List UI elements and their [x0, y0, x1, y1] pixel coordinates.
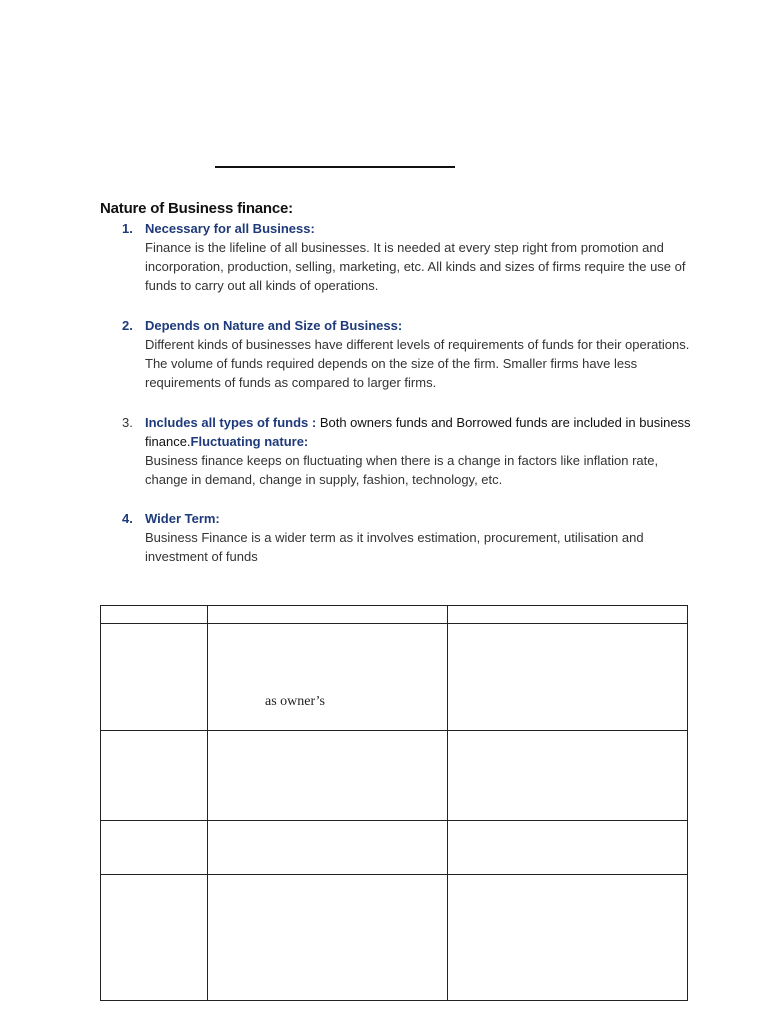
- table-row: [101, 875, 688, 1001]
- item-label: Depends on Nature and Size of Business:: [145, 318, 403, 333]
- item-label: Includes all types of funds :: [145, 415, 317, 430]
- table-row: [101, 731, 688, 821]
- table-cell: [208, 606, 448, 624]
- list-item-2: [122, 316, 692, 392]
- list-number: 3.: [122, 415, 133, 430]
- item-description: Business Finance is a wider term as it involves estimation, procurement, utilisation and investment of funds: [145, 530, 644, 564]
- item-label-secondary: Fluctuating nature:: [190, 434, 309, 449]
- table-row: [101, 606, 688, 624]
- table-row: [101, 821, 688, 875]
- table-cell: [101, 821, 208, 875]
- table-row: [101, 624, 688, 731]
- list-number: 4.: [122, 511, 133, 526]
- list-item-3: [122, 413, 692, 489]
- table-cell: [208, 875, 448, 1001]
- table-cell-text: as owner’s: [265, 694, 326, 709]
- item-label: Necessary for all Business:: [145, 221, 315, 236]
- list-number: 1.: [122, 221, 133, 236]
- item-label: Wider Term:: [145, 511, 220, 526]
- list-item-4: [122, 509, 692, 566]
- table-cell: [448, 875, 688, 1001]
- comparison-table: [100, 605, 688, 1001]
- table-cell: [208, 624, 448, 731]
- section-heading: Nature of Business finance:: [100, 200, 293, 217]
- list-item-1: [122, 219, 692, 295]
- table-cell: [101, 624, 208, 731]
- table-cell: [101, 606, 208, 624]
- table-cell: [101, 875, 208, 1001]
- table-cell: [208, 731, 448, 821]
- title-underline: [215, 166, 455, 168]
- item-inline-text: Both owners funds and Borrowed funds are included in business finance.: [145, 415, 691, 449]
- table-cell: [448, 606, 688, 624]
- item-description: Business finance keeps on fluctuating when there is a change in factors like inflation rate, change in demand, change in supply, fashion, technology, etc.: [145, 453, 659, 487]
- table-cell: [448, 731, 688, 821]
- item-description: Finance is the lifeline of all businesses. It is needed at every step right from promotion and incorporation, production, selling, marketing, etc. All kinds and sizes of firms require the use of funds to carry out all kinds of operations.: [145, 240, 686, 293]
- list-number: 2.: [122, 318, 133, 333]
- table-cell: [101, 731, 208, 821]
- table-cell: [448, 821, 688, 875]
- item-description: Different kinds of businesses have different levels of requirements of funds for their operations. The volume of funds required depends on the size of the firm. Smaller firms have less requirements of funds as compared to larger firms.: [145, 337, 690, 390]
- table-cell: [208, 821, 448, 875]
- table-cell: [448, 624, 688, 731]
